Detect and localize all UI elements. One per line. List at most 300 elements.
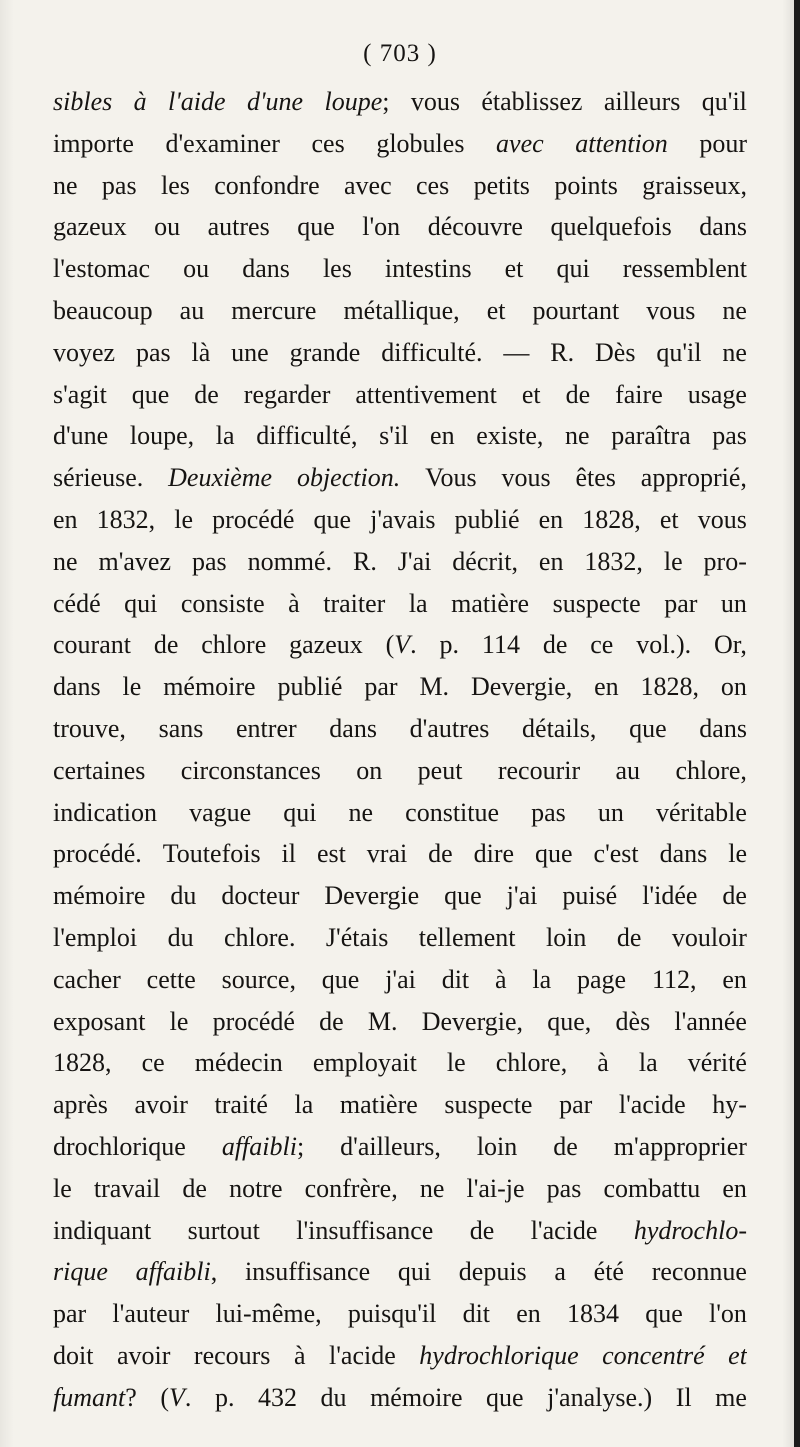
word: mercure [231,295,317,325]
word: ne [348,797,374,827]
word: après [53,1090,108,1120]
word: peut [417,755,463,785]
word: l'insuffisance [296,1215,434,1245]
text-line [53,123,747,165]
word: sérieuse. [53,463,144,493]
word: pour [699,128,747,158]
word: le [122,672,142,702]
word: hy- [712,1090,747,1120]
word: que [535,839,573,869]
text-line [53,499,747,541]
word: d'une [53,421,109,451]
word: importe [53,128,134,158]
word: Devergie, [470,672,573,702]
word: les [160,170,190,200]
word: il [281,839,296,869]
word: été [593,1257,624,1287]
word: 112, [651,964,697,994]
word: là [191,337,211,367]
word: l'idée [642,881,698,911]
word: la [215,421,235,451]
word: est [316,839,346,869]
text-line [53,917,747,959]
text-line [53,1084,747,1126]
word: vous [646,295,696,325]
word: publié [454,504,520,534]
word: vous [410,87,460,116]
word: mémoire [53,881,146,911]
word: faire [615,379,663,409]
text-line [53,1001,747,1043]
word: avec [344,170,392,200]
word: de [553,1131,578,1161]
word: que [313,504,352,534]
word: exposant [53,1006,146,1036]
word: détails, [522,713,597,743]
word: le [169,1006,189,1036]
word: la [532,964,552,994]
word: avoir [134,1090,188,1120]
word: la [294,1090,314,1120]
word: me [715,1382,747,1412]
word: ces [311,128,345,158]
word: vrai [366,839,408,869]
word: Deuxième [168,463,273,493]
word: en [53,504,78,534]
word: doit [53,1340,94,1370]
text-line [53,1210,747,1252]
word: (V. [160,1382,192,1412]
word: en [538,546,564,576]
word: M. [419,672,450,702]
word: cédé [53,588,101,618]
word: M. [367,1006,398,1036]
word: un [597,797,624,827]
word: qui [283,797,317,827]
word: suspecte [552,588,641,618]
word: du [167,922,194,952]
word: l'emploi [53,922,138,952]
word: l'aide [168,87,226,116]
word: chlore [201,630,267,660]
word: vol.). [636,630,692,660]
word: ou [183,254,210,284]
word: j'ai [506,881,538,911]
word: s'il [379,421,409,451]
word: Dès [595,337,636,367]
word: fumant? [53,1382,137,1412]
word: loin [545,922,587,952]
word: Devergie, [421,1006,524,1036]
word: petits [473,170,530,200]
word: ne [419,1173,445,1203]
word: de [194,379,219,409]
word: pas [191,546,227,576]
word: vous [501,463,551,493]
text-line [53,1042,747,1084]
word: publié [277,672,343,702]
text-line [53,1168,747,1210]
word: entrer [236,713,297,743]
word: combattu [603,1173,701,1203]
word: le [446,1048,466,1078]
word: procédé [212,1006,295,1036]
word: l'estomac [53,254,151,284]
word: cacher [53,964,121,994]
text-line [53,81,747,123]
text-line [53,750,747,792]
word: hydrochlo- [633,1215,747,1245]
word: matière [451,588,530,618]
word: au [179,295,205,325]
word: certaines [53,755,146,785]
word: médecin [194,1048,283,1078]
word: 1832, [96,504,156,534]
word: chlore, [495,1048,568,1078]
word: p. [439,630,460,660]
word: autres [207,212,270,242]
text-line [53,248,747,290]
word: gazeux [289,630,363,660]
word: reconnue [651,1257,747,1287]
word: recourir [497,755,581,785]
word: Or, [714,630,747,660]
word: affaibli, [135,1257,218,1287]
word: chlore, [675,755,747,785]
word: l'acide [618,1090,686,1120]
word: de [469,1215,495,1245]
word: source, [221,964,296,994]
text-line [53,583,747,625]
word: J'étais [325,922,389,952]
word: de [565,379,591,409]
word: chlore. [224,922,296,952]
word: en [516,1299,541,1329]
word: véritable [655,797,747,827]
word: recours [193,1340,271,1370]
text-line [53,374,747,416]
text-line [53,959,747,1001]
word: R. [353,546,377,576]
body-text [53,81,747,1419]
word: que [629,713,667,743]
word: et [504,254,524,284]
word: que [444,881,482,911]
word: dit [441,964,470,994]
word: difficulté, [256,421,358,451]
word: p. [214,1382,235,1412]
word: voyez [53,337,116,367]
word: et [486,295,506,325]
word: ce [590,630,614,660]
word: dans [53,672,101,702]
word: de [722,881,747,911]
word: R. [550,337,575,367]
word: une [231,337,269,367]
word: avoir [116,1340,171,1370]
word: et [659,504,679,534]
word: paraîtra [611,421,691,451]
word: concentré [602,1340,705,1370]
word: par [664,588,698,618]
word: l'acide [329,1340,396,1370]
word: matière [339,1090,418,1120]
word: objection. [296,463,401,493]
word: découvre [427,212,523,242]
word: vouloir [671,922,747,952]
word: page [577,964,627,994]
word: indication [53,797,157,827]
word: de [153,630,179,660]
word: approprié, [640,463,747,493]
word: l'acide [530,1215,598,1245]
word: qui [397,1257,432,1287]
word: d'une [246,87,304,116]
word: la [408,588,428,618]
word: circonstances [180,755,321,785]
word: ailleurs [603,87,681,116]
word: de [542,630,568,660]
word: Il [675,1382,692,1412]
word: en [538,504,564,534]
word: en [722,964,747,994]
word: dire [473,839,515,869]
word: docteur [221,881,300,911]
word: que [297,212,335,242]
word: dit [462,1299,491,1329]
word: pas [101,170,137,200]
word: ces [416,170,450,200]
text-line [53,332,747,374]
word: ce [141,1048,165,1078]
word: j'avais [370,504,436,534]
word: à [288,588,300,618]
word: de [182,1173,207,1203]
word: globules [376,128,465,158]
word: que [131,379,170,409]
word: rique [53,1257,108,1287]
word: mémoire [163,672,256,702]
text-line [53,1251,747,1293]
word: difficulté. [381,337,483,367]
word: drochlorique [53,1131,186,1161]
word: notre [229,1173,283,1203]
word: j'ai [385,964,416,994]
word: constitue [405,797,500,827]
text-line [53,833,747,875]
word: points [554,170,618,200]
word: que [645,1299,683,1329]
word: s'agit [53,379,107,409]
word: 1828, [582,504,641,534]
word: regarder [243,379,331,409]
word: pas [531,797,566,827]
text-line [53,290,747,332]
word: 1828, [53,1048,112,1078]
word: avec [496,128,544,158]
word: de [428,839,453,869]
word: en [430,421,455,451]
word: existe, [476,421,544,451]
word: un [720,588,747,618]
text-line [53,875,747,917]
word: graisseux, [642,170,747,200]
word: travail [93,1173,161,1203]
word: ne [722,295,747,325]
word: ne [722,337,747,367]
word: confrère, [304,1173,398,1203]
word: indiquant [53,1215,152,1245]
word: trouve, [53,713,126,743]
word: vague [189,797,252,827]
word: puisqu'il [347,1299,437,1329]
word: à [495,964,507,994]
text-line [53,165,747,207]
word: ou [154,212,181,242]
word: m'approprier [613,1131,747,1161]
word: Toutefois [162,839,261,869]
word: pas [546,1173,582,1203]
word: sans [158,713,204,743]
word: 1832, [584,546,643,576]
word: tellement [418,922,516,952]
word: nommé. [247,546,333,576]
text-line [53,1126,747,1168]
word: pourtant [532,295,620,325]
word: pro- [703,546,747,576]
word: surtout [187,1215,260,1245]
text-line [53,457,747,499]
word: Vous [425,463,477,493]
word: du [170,881,197,911]
word: d'autres [409,713,490,743]
word: dans [659,839,708,869]
word: courant [53,630,131,660]
word: affaibli; [221,1131,305,1161]
word: par [559,1090,593,1120]
word: le [728,839,747,869]
word: par [364,672,398,702]
word: vérité [687,1048,747,1078]
word: a [554,1257,566,1287]
word: loupe, [129,421,195,451]
word: l'on [362,212,401,242]
word: qu'il [701,87,747,116]
word: on [356,755,383,785]
word: le [663,546,683,576]
word: ne [53,546,78,576]
word: qui [556,254,590,284]
word: vous [697,504,747,534]
word: 114 [481,630,520,660]
word: qui [124,588,158,618]
word: l'année [674,1006,747,1036]
word: l'ai-je [466,1173,525,1203]
word: par [53,1299,87,1329]
word: gazeux [53,212,127,242]
word: loupe; [324,87,390,116]
word: attention [575,128,668,158]
word: dans [699,212,747,242]
word: pas [135,337,171,367]
word: établissez [481,87,583,116]
word: ressemblent [622,254,747,284]
word: j'analyse.) [547,1382,653,1412]
text-line [53,666,747,708]
word: à [293,1340,306,1370]
word: de [616,922,642,952]
word: lui-même, [215,1299,322,1329]
word: ne [565,421,590,451]
text-line [53,792,747,834]
page-number: ( 703 ) [363,40,437,67]
text-line [53,541,747,583]
word: en [722,1173,747,1203]
word: qu'il [656,337,702,367]
word: à [597,1048,609,1078]
text-line [53,624,747,666]
word: consiste [180,588,265,618]
word: le [174,504,193,534]
word: loin [476,1131,518,1161]
word: les [322,254,352,284]
word: de [319,1006,344,1036]
word: l'auteur [112,1299,190,1329]
text-line [53,1377,747,1419]
word: traité [214,1090,268,1120]
word: sibles [53,87,113,116]
text-line [53,1293,747,1335]
word: le [53,1173,72,1203]
word: dans [329,713,377,743]
word: que [321,964,360,994]
word: mémoire [370,1382,463,1412]
word: procédé. [53,839,142,869]
word: puisé [562,881,618,911]
page-edge-shadow [794,0,800,1447]
text-line [53,1335,747,1377]
word: cette [146,964,196,994]
word: à [133,87,147,116]
word: pas [712,421,747,451]
word: employait [312,1048,417,1078]
word: attentivement [355,379,497,409]
word: m'avez [98,546,172,576]
word: 1834 [567,1299,620,1329]
word: 432 [257,1382,297,1412]
word: procédé [212,504,295,534]
text-line [53,708,747,750]
word: insuffisance [244,1257,371,1287]
word: traiter [323,588,386,618]
word: dans [699,713,747,743]
word: d'ailleurs, [340,1131,441,1161]
word: que [486,1382,524,1412]
word: grande [289,337,361,367]
text-line [53,206,747,248]
word: d'examiner [165,128,280,158]
word: depuis [458,1257,527,1287]
word: dans [242,254,290,284]
word: en [594,672,619,702]
word: au [615,755,641,785]
text-line [53,415,747,457]
word: — [503,337,530,367]
word: êtes [575,463,616,493]
word: quelquefois [550,212,672,242]
word: c'est [593,839,639,869]
word: que, [547,1006,592,1036]
